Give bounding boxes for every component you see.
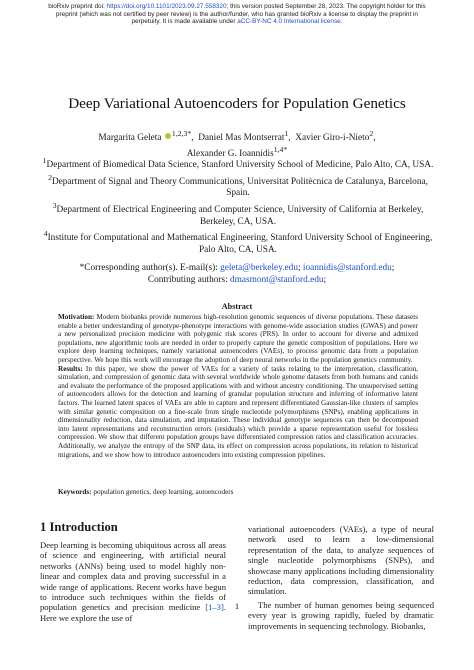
citation-link[interactable]: [1–3] xyxy=(205,602,224,613)
correspondence-block: *Corresponding author(s). E-mail(s): geleta@berkeley.edu; ioannidis@stanford.edu; Contributing authors: dmasmont@stanford.edu; xyxy=(79,263,395,285)
author-name: Margarita Geleta xyxy=(98,133,162,144)
orcid-icon[interactable] xyxy=(165,133,171,139)
author-sup: 1,2,3* xyxy=(171,129,192,138)
banner-line-1: bioRxiv preprint doi: https://doi.org/10.1101/2023.09.27.558320; this version posted September 28, 2023. The copyright holder for this xyxy=(48,3,426,10)
banner-line-3: perpetuity. It is made available under aCC-BY-NC 4.0 International license. xyxy=(131,18,343,26)
abstract-motivation: Motivation: Modern biobanks provide numerous high-resolution genomic sequences of diverse populations. These datasets enable a better understanding of genotype-phenotype interactions with genome-wide association studies (GWAS) and power a new personalized precision medicine with polygenic risk scores (PRS). In order to account for diverse and admixed populations, new algorithmic tools are needed in order to properly capture the genetic composition of populations. Here we explore deep learning techniques, namely variational autoencoders (VAEs), to process genomic data from a population perspective. We hope this work will encourage the adoption of deep neural networks in the population genetics community. xyxy=(58,313,418,364)
intro-paragraph: The number of human genomes being sequenced every year is growing rapidly, fueled by dramatic improvements in sequencing technology. Biobanks, xyxy=(248,599,434,631)
email-link[interactable]: dmasmont@stanford.edu xyxy=(230,275,324,285)
email-link[interactable]: ioannidis@stanford.edu xyxy=(302,263,392,273)
doi-link[interactable]: https://doi.org/10.1101/2023.09.27.558320 xyxy=(106,3,227,10)
author-list: Margarita Geleta $^{1,2,3*}$, Daniel Mas Montserrat$^1$, Xavier Giro-i-Nieto$^2$, Alexander G. Ioannidis$^{1,4*}$ xyxy=(98,129,376,160)
paper-title: Deep Variational Autoencoders for Population Genetics xyxy=(68,95,406,112)
abstract-heading: Abstract xyxy=(221,302,253,311)
intro-right-column xyxy=(248,524,434,631)
preprint-banner xyxy=(0,3,474,26)
author-name: Xavier Giro-i-Nieto xyxy=(295,133,370,144)
author-sup: 1 xyxy=(284,129,289,138)
author-sup: 1,4* xyxy=(273,145,288,155)
intro-paragraph: Deep learning is becoming ubiquitous across all areas of science and engineering, with artificial neural networks (ANNs) being used to model highly non-linear and complex data and proving successful in a wide range of applications. Recent works have begun to introduce such techniques within the fields of population genetics and precision medicine [1–3]. Here we explore the use of xyxy=(40,540,226,623)
affiliation: $^4$Institute for Computational and Mathematical Engineering, Stanford University School of Engineering, Palo Alto, CA, USA. xyxy=(43,229,433,255)
intro-paragraph: variational autoencoders (VAEs), a type of neural network used to learn a low-dimensional representation of the data, to analyze sequences of single nucleotide polymorphisms (SNPs), and showcase many applications including dimensionality reduction, data compression, classification, and simulation. xyxy=(248,524,434,597)
affiliation: $^1$Department of Biomedical Data Science, Stanford University School of Medicine, Palo Alto, CA, USA. xyxy=(42,156,434,171)
email-link[interactable]: geleta@berkeley.edu xyxy=(220,263,298,273)
author-name: Alexander G. Ioannidis xyxy=(186,149,274,160)
banner-line-2: preprint (which was not certified by peer review) is the author/funder, who has granted bioRxiv a license to display the preprint in xyxy=(56,10,418,18)
author-name: Daniel Mas Montserrat xyxy=(198,133,285,144)
page-number: 1 xyxy=(234,601,240,611)
affiliation: $^3$Department of Electrical Engineering and Computer Science, University of California at Berkeley, Berkeley, CA, USA. xyxy=(52,200,424,227)
section-heading: 1 Introduction xyxy=(40,520,118,534)
affiliation: $^2$Department of Signal and Theory Communications, Universitat Politècnica de Catalunya, Barcelona, Spain. xyxy=(48,172,428,199)
keywords: Keywords: population genetics, deep learning, autoencoders xyxy=(58,488,234,496)
license-link[interactable]: aCC-BY-NC 4.0 International license xyxy=(237,18,341,26)
affiliation-list xyxy=(36,155,440,257)
abstract-body xyxy=(58,313,418,459)
abstract-results: Results: In this paper, we show the power of VAEs for a variety of tasks relating to the interpretation, classification, simulation, and compression of genomic data with several worldwide whole genome datasets from both humans and canids and evaluate the performance of the proposed applications with and without ancestry conditioning. The unsupervised setting of autoencoders allows for the detection and learning of granular population structure and inferring of informative latent factors. The learned latent spaces of VAEs are able to capture and represent differentiated Gaussian-like clusters of samples with similar genetic composition on a fine-scale from single nucleotide polymorphisms (SNPs), enabling applications in dimensionality reduction, data simulation, and imputation. These individual genotype sequences can then be decomposed into latent representations and reconstruction errors (residuals) which provide a sparse representation useful for lossless compression. We show that different population groups have differentiated compression ratios and classification accuracies. Additionally, we analyze the entropy of the SNP data, its effect on compression across populations, its relation to historical migrations, and we show how to introduce autoencoders into existing compression pipelines. xyxy=(58,364,418,459)
author-sup: 2 xyxy=(369,129,374,138)
